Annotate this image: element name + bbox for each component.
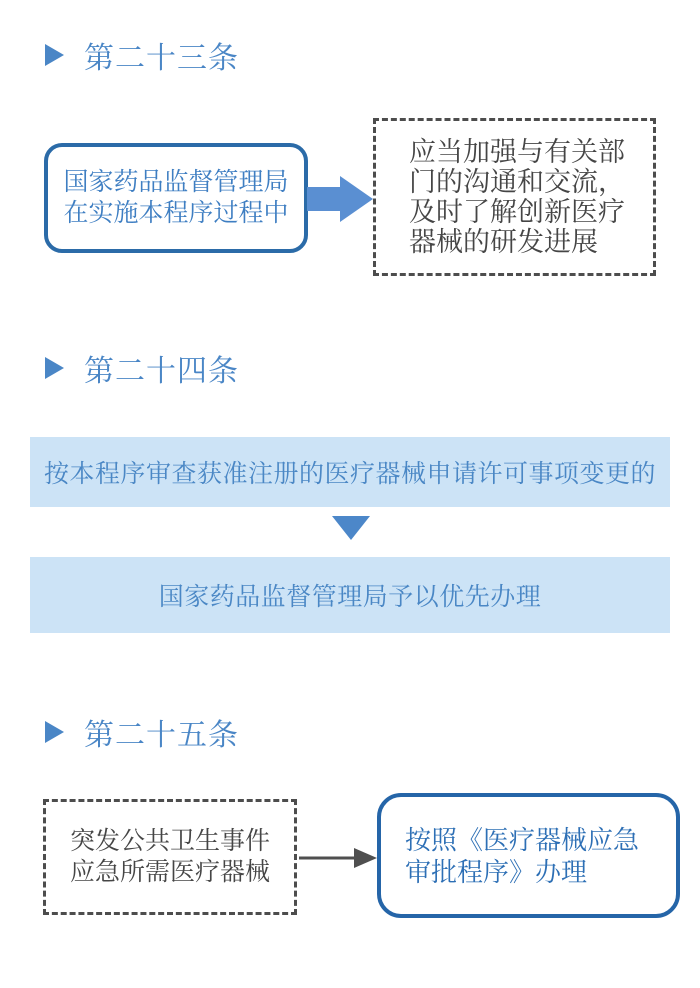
section-heading-label: 第二十三条 xyxy=(84,42,239,75)
triangle-bullet-icon xyxy=(45,357,64,379)
box-text-line: 突发公共卫生事件 xyxy=(69,827,270,855)
section-heading-article-24 xyxy=(45,346,239,390)
section-heading-article-25 xyxy=(45,710,239,754)
box-text-line: 应急所需医疗器械 xyxy=(69,858,270,886)
box-text-line: 审批程序》办理 xyxy=(405,856,588,887)
box-text-line: 及时了解创新医疗 xyxy=(409,197,625,227)
arrow-down-icon xyxy=(332,516,370,540)
box-text-line: 在实施本程序过程中 xyxy=(63,199,289,227)
triangle-bullet-icon xyxy=(45,721,64,743)
box-text-line: 按照《医疗器械应急 xyxy=(405,824,640,855)
article24-condition-bar: 按本程序审查获准注册的医疗器械申请许可事项变更的 xyxy=(30,437,670,507)
arrow-right-icon xyxy=(299,846,377,870)
box-text-line: 国家药品监督管理局 xyxy=(63,168,289,196)
article25-result-box xyxy=(377,793,680,918)
box-text-line: 器械的研发进展 xyxy=(409,227,598,257)
section-heading-label: 第二十五条 xyxy=(84,719,239,752)
arrow-right-icon xyxy=(307,176,373,222)
article23-source-box xyxy=(44,143,308,253)
section-heading-label: 第二十四条 xyxy=(84,355,239,388)
triangle-bullet-icon xyxy=(45,44,64,66)
article25-source-box xyxy=(43,799,297,915)
box-text-line: 应当加强与有关部 xyxy=(409,137,625,167)
article24-result-bar: 国家药品监督管理局予以优先办理 xyxy=(30,557,670,633)
section-heading-article-23 xyxy=(45,33,239,77)
article23-requirement-box xyxy=(373,118,656,276)
box-text-line: 门的沟通和交流， xyxy=(409,167,625,197)
